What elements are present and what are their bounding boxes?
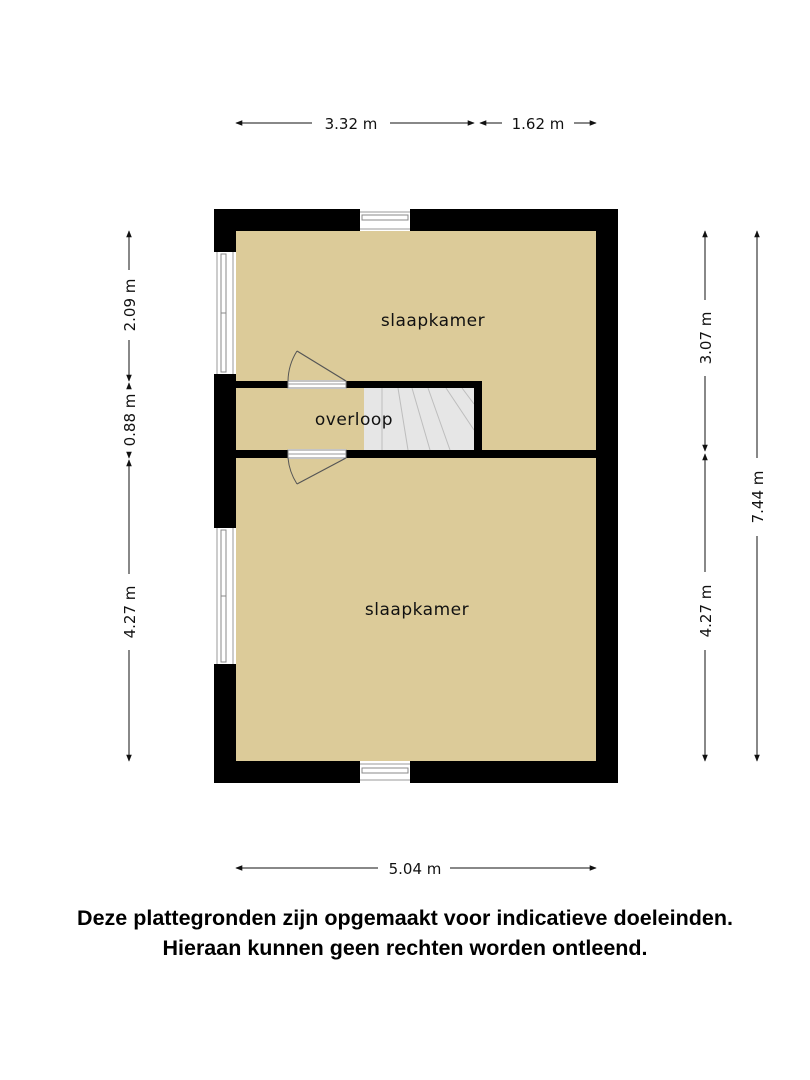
dimension-right-upper — [697, 231, 715, 451]
dimension-label: 2.09 m — [121, 278, 139, 332]
dimension-left-upper — [121, 231, 139, 381]
top-bedroom-floor — [236, 231, 596, 381]
dimension-top-right — [480, 115, 596, 133]
disclaimer — [0, 903, 810, 963]
top-bedroom-floor-right — [482, 381, 596, 451]
window-left-upper — [214, 252, 236, 374]
dimension-label: 5.04 m — [388, 860, 442, 878]
window-bottom — [360, 761, 410, 783]
dimension-top-left — [236, 115, 474, 133]
disclaimer-line-2: Hieraan kunnen geen rechten worden ontleend. — [162, 936, 648, 960]
dimension-label: 4.27 m — [121, 585, 139, 639]
dimension-label: 1.62 m — [511, 115, 565, 133]
dimension-label: 4.27 m — [697, 584, 715, 638]
window-top — [360, 209, 410, 231]
room-label-bottom-bedroom: slaapkamer — [364, 600, 470, 620]
room-label-top-bedroom: slaapkamer — [380, 311, 486, 331]
window-left-lower — [214, 528, 236, 664]
dimension-bottom-width — [236, 860, 596, 878]
room-label-landing: overloop — [314, 410, 394, 430]
dimension-label: 3.32 m — [324, 115, 378, 133]
dimension-left-lower — [121, 460, 139, 761]
dimension-right-total — [749, 231, 767, 761]
dimension-label: 0.88 m — [121, 393, 139, 447]
dimension-right-lower — [697, 454, 715, 761]
dimension-label: 7.44 m — [749, 470, 767, 524]
dimension-label: 3.07 m — [697, 311, 715, 365]
disclaimer-line-1: Deze plattegronden zijn opgemaakt voor indicatieve doeleinden. — [77, 906, 733, 930]
dimension-left-middle — [121, 383, 139, 458]
